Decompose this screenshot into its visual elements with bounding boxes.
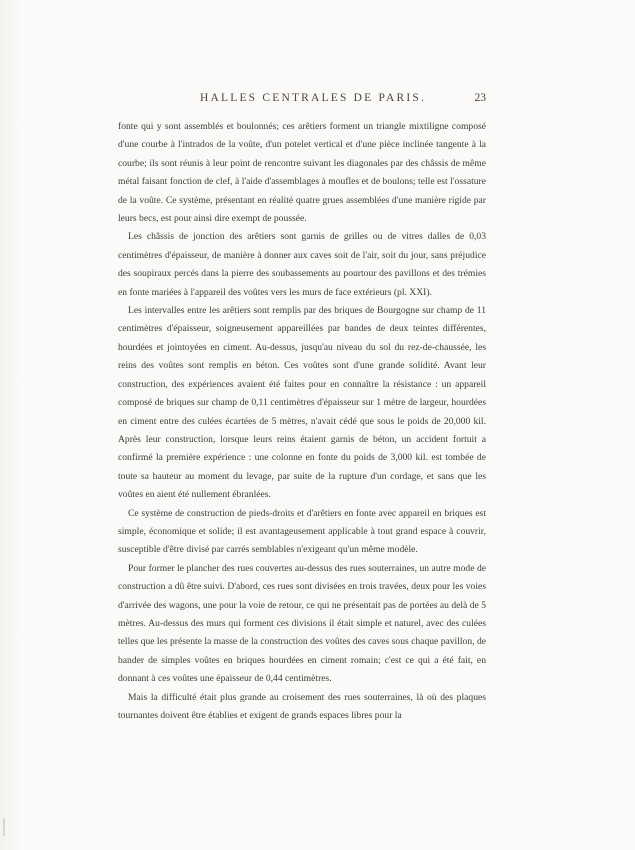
margin-mark [3, 818, 5, 836]
running-title: HALLES CENTRALES DE PARIS. [200, 92, 427, 104]
page-header [118, 92, 486, 108]
paragraph-croisement: Mais la difficulté était plus grande au croisement des rues souterraines, là où des plaques tournantes doivent être établies et exigent de grands espaces libres pour la [118, 691, 486, 721]
paragraph-plancher: Pour former le plancher des rues couvertes au-dessus des rues souterraines, un autre mode de construction a dû être suivi. D'abord, ces rues sont divisées en trois travées, deux pour les voies d'arrivée des wagons, une pour la voie de retour, ce qui ne présentait pas de portées au delà de 5 mètres. Au-dessus des murs qui forment ces divisions il était simple et naturel, avec des culées telles que les présente la masse de la construction des voûtes des caves sous chaque pavillon, de bander de simples voûtes en briques hourdées en ciment romain; c'est ce qui a été fait, en donnant à ces voûtes une épaisseur de 0,44 centimètres. [118, 562, 486, 685]
page-number: 23 [474, 92, 486, 104]
body-text [118, 118, 486, 725]
paragraph-intervalles: Les intervalles entre les arêtiers sont remplis par des briques de Bourgogne sur champ de 11 centimètres d'épaisseur, soigneusement appareillées par bandes de deux teintes différentes, hourdées et jointoyées en ciment. Au-dessus, jusqu'au niveau du sol du rez-de-chaussée, les reins des voûtes sont remplis en béton. Ces voûtes sont d'une grande solidité. Avant leur construction, des expériences avaient été faites pour en connaître la résistance : un appareil composé de briques sur champ de 0,11 centimètres d'épaisseur sur 1 mètre de largeur, hourdées en ciment entre des culées écartées de 5 mètres, n'avait cédé que sous le poids de 20,000 kil. Après leur construction, lorsque leurs reins étaient garnis de béton, un accident fortuit a confirmé la première expérience : une colonne en fonte du poids de 3,000 kil. est tombée de toute sa hauteur au moment du levage, par suite de la rupture d'un cordage, et sans que les voûtes en aient été nullement ébranlées. [118, 305, 486, 501]
paragraph-systeme: Ce système de construction de pieds-droits et d'arêtiers en fonte avec appareil en briques est simple, économique et solide; il est avantageusement applicable à tout grand espace à couvrir, susceptible d'être divisé par carrés semblables n'exigeant qu'un même modèle. [118, 507, 486, 556]
paragraph-chassis: Les châssis de jonction des arêtiers sont garnis de grilles ou de vitres dalles de 0,03 centimètres d'épaisseur, de manière à donner aux caves soit de l'air, soit du jour, sans préjudice des soupiraux percés dans la pierre des soubassements au pourtour des pavillons et des trémies en fonte mariées à l'appareil des voûtes vers les murs de face extérieurs (pl. XXI). [118, 231, 486, 298]
paragraph-continuation: fonte qui y sont assemblés et boulonnés; ces arêtiers forment un triangle mixtiligne composé d'une courbe à l'intrados de la voûte, d'un potelet vertical et d'une pièce inclinée tangente à la courbe; ils sont réunis à leur point de rencontre suivant les diagonales par des châssis de même métal faisant fonction de clef, à l'aide d'assemblages à moufles et de boulons; telle est l'ossature de la voûte. Ce système, présentant en réalité quatre grues assemblées d'une manière rigide par leurs becs, est pour ainsi dire exempt de poussée. [118, 121, 486, 225]
